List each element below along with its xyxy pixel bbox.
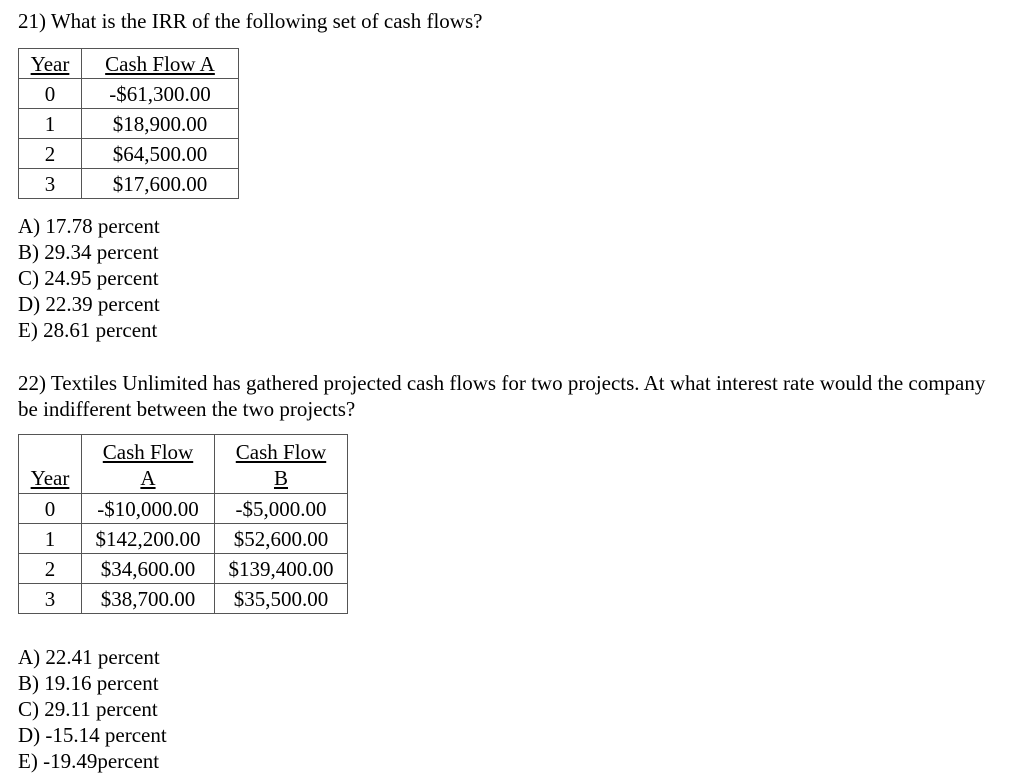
header-cash-flow-a: Cash Flow A: [82, 435, 215, 494]
cash-flow-a-cell: $142,200.00: [82, 524, 215, 554]
cash-flow-a-cell: $64,500.00: [82, 139, 239, 169]
choice-d: D) 22.39 percent: [18, 292, 160, 316]
table-header-row: [19, 435, 348, 494]
answer-choices-22: [18, 644, 1008, 774]
cash-flow-a-cell: -$61,300.00: [82, 79, 239, 109]
choice-b: B) 29.34 percent: [18, 240, 159, 264]
choice-c: C) 24.95 percent: [18, 266, 159, 290]
choice-e: E) 28.61 percent: [18, 318, 158, 342]
cash-flow-b-cell: $52,600.00: [215, 524, 348, 554]
choice-e: E) -19.49percent: [18, 749, 160, 773]
year-cell: 1: [19, 524, 82, 554]
question-21: [18, 8, 482, 343]
answer-choices-21: [18, 213, 482, 343]
table-header-row: [19, 49, 239, 79]
table-row: [19, 524, 348, 554]
cash-flow-b-cell: $139,400.00: [215, 554, 348, 584]
table-row: [19, 494, 348, 524]
table-row: [19, 584, 348, 614]
question-22-text: 22) Textiles Unlimited has gathered projected cash flows for two projects. At what interest rate would the company be indifferent between the two projects?: [18, 371, 986, 421]
cash-flow-a-cell: $18,900.00: [82, 109, 239, 139]
cash-flow-a-cell: -$10,000.00: [82, 494, 215, 524]
choice-a: A) 17.78 percent: [18, 214, 160, 238]
cash-flow-a-cell: $17,600.00: [82, 169, 239, 199]
choice-a: A) 22.41 percent: [18, 645, 160, 669]
year-cell: 2: [19, 554, 82, 584]
header-year: Year: [19, 435, 82, 494]
cash-flow-a-cell: $38,700.00: [82, 584, 215, 614]
year-cell: 1: [19, 109, 82, 139]
year-cell: 2: [19, 139, 82, 169]
year-cell: 3: [19, 584, 82, 614]
table-row: [19, 554, 348, 584]
question-21-text: 21) What is the IRR of the following set of cash flows?: [18, 9, 483, 33]
year-cell: 3: [19, 169, 82, 199]
choice-c: C) 29.11 percent: [18, 697, 158, 721]
table-row: [19, 79, 239, 109]
table-row: [19, 169, 239, 199]
cash-flow-a-cell: $34,600.00: [82, 554, 215, 584]
cash-flow-b-cell: $35,500.00: [215, 584, 348, 614]
year-cell: 0: [19, 79, 82, 109]
table-row: [19, 139, 239, 169]
choice-b: B) 19.16 percent: [18, 671, 159, 695]
header-cash-flow-a: Cash Flow A: [82, 49, 239, 79]
header-year: Year: [19, 49, 82, 79]
question-22: [18, 370, 1008, 774]
cash-flow-b-cell: -$5,000.00: [215, 494, 348, 524]
choice-d: D) -15.14 percent: [18, 723, 167, 747]
year-cell: 0: [19, 494, 82, 524]
header-cash-flow-b: Cash Flow B: [215, 435, 348, 494]
table-row: [19, 109, 239, 139]
cash-flow-table-22: [18, 434, 348, 614]
cash-flow-table-21: [18, 48, 239, 199]
